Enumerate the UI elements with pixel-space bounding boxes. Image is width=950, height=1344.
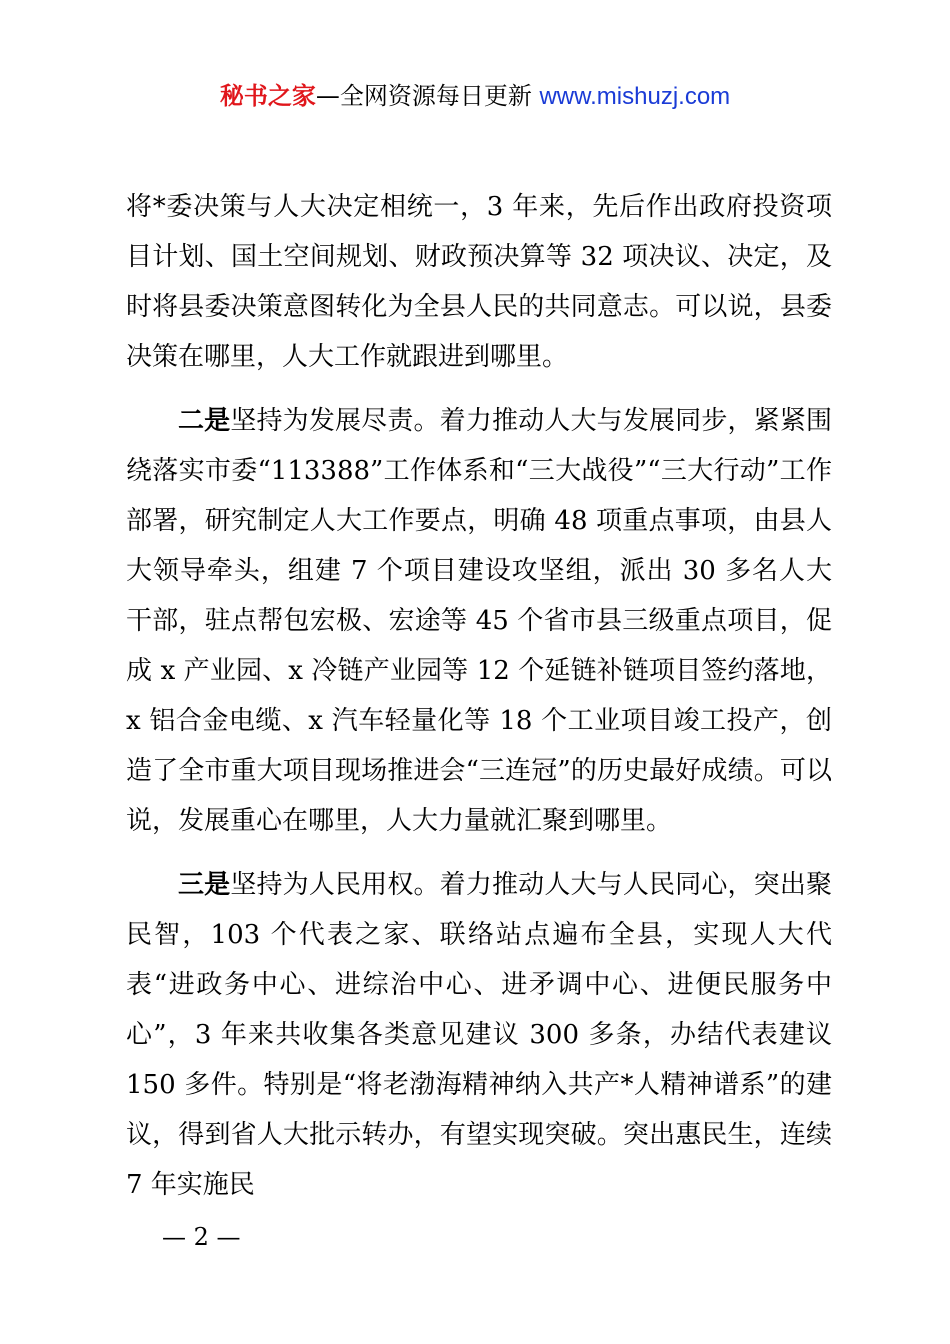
paragraph-3 xyxy=(126,860,832,1210)
paragraph-3-lead: 三是 xyxy=(178,870,231,900)
site-url-link[interactable]: www.mishuzj.com xyxy=(539,83,731,110)
paragraph-2-text: 坚持为发展尽责。着力推动人大与发展同步，紧紧围绕落实市委“113388”工作体系和“三大战役”“三大行动”工作部署，研究制定人大工作要点，明确 48 项重点事项，由县人大领导牵头，组建 7 个项目建设攻坚组，派出 30 多名人大干部，驻点帮包宏极、宏途等 45 个省市县三级重点项目，促成 x 产业园、x 冷链产业园等 12 个延链补链项目签约落地，x 铝合金电缆、x 汽车轻量化等 18 个工业项目竣工投产，创造了全市重大项目现场推进会“三连冠”的历史最好成绩。可以说，发展重心在哪里，人大力量就汇聚到哪里。 xyxy=(126,406,832,836)
paragraph-3-text: 坚持为人民用权。着力推动人大与人民同心，突出聚民智，103 个代表之家、联络站点遍布全县，实现人大代表“进政务中心、进综治中心、进矛调中心、进便民服务中心”，3 年来共收集各类意见建议 300 多条，办结代表建议 150 多件。特别是“将老渤海精神纳入共产*人精神谱系”的建议，得到省人大批示转办，有望实现突破。突出惠民生，连续 7 年实施民 xyxy=(126,870,832,1200)
paragraph-2-lead: 二是 xyxy=(178,406,231,436)
page-number: — 2 — xyxy=(162,1223,241,1251)
header-slogan: —全网资源每日更新 xyxy=(315,82,532,110)
document-body xyxy=(126,182,832,1210)
page-header xyxy=(0,80,950,113)
paragraph-2 xyxy=(126,396,832,846)
paragraph-1: 将*委决策与人大决定相统一，3 年来，先后作出政府投资项目计划、国土空间规划、财政预决算等 32 项决议、决定，及时将县委决策意图转化为全县人民的共同意志。可以说，县委决策在哪里，人大工作就跟进到哪里。 xyxy=(126,192,832,372)
brand-name: 秘书之家 xyxy=(219,82,316,110)
